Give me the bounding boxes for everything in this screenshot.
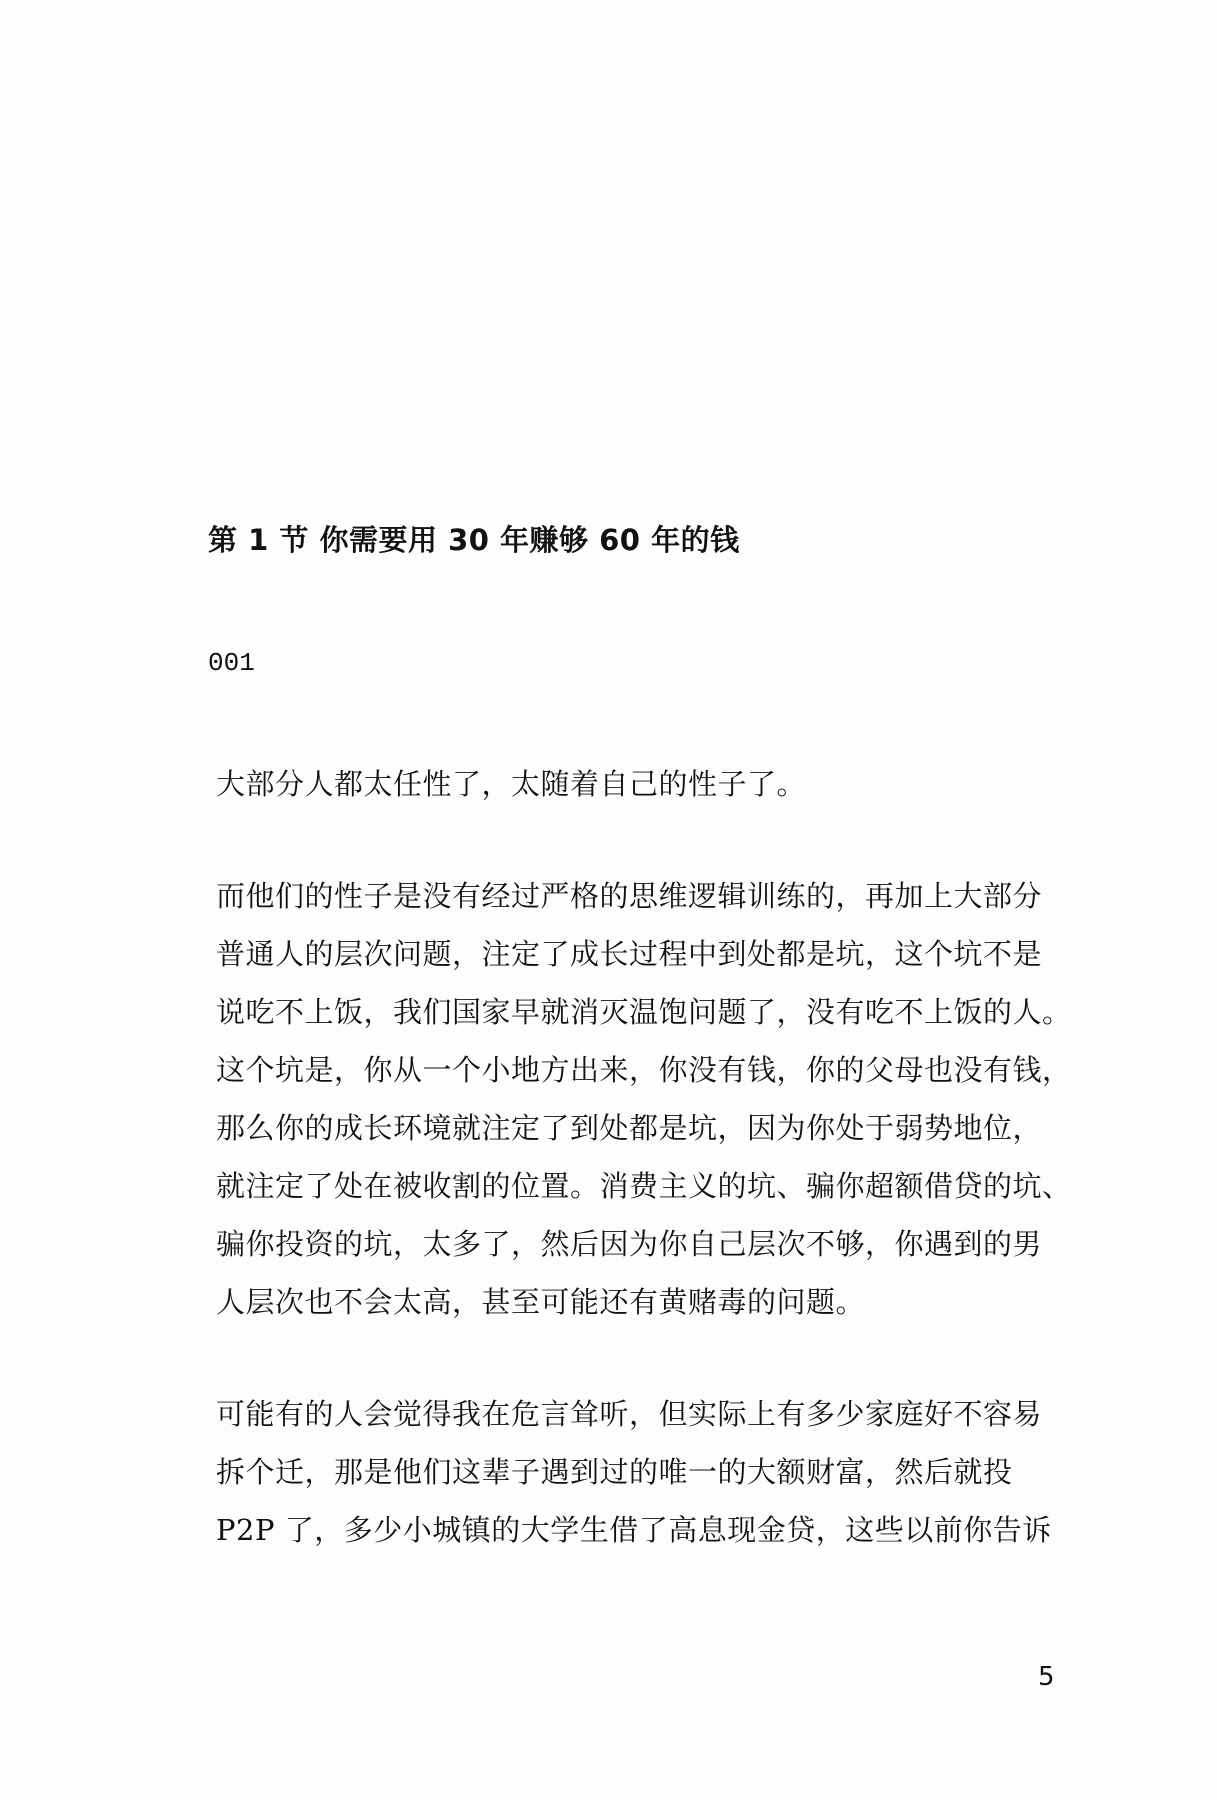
paragraph-2-line-6: 就注定了处在被收割的位置。消费主义的坑、骗你超额借贷的坑、 xyxy=(216,1169,1072,1203)
paragraph-2-line-7: 骗你投资的坑，太多了，然后因为你自己层次不够，你遇到的男 xyxy=(216,1227,1043,1261)
paragraph-2-line-3: 说吃不上饭，我们国家早就消灭温饱问题了，没有吃不上饭的人。 xyxy=(216,995,1072,1029)
section-number: 001 xyxy=(208,648,255,678)
paragraph-2-line-2: 普通人的层次问题，注定了成长过程中到处都是坑，这个坑不是 xyxy=(216,937,1043,971)
paragraph-2-line-5: 那么你的成长环境就注定了到处都是坑，因为你处于弱势地位， xyxy=(216,1111,1043,1145)
paragraph-2-line-4: 这个坑是，你从一个小地方出来，你没有钱，你的父母也没有钱， xyxy=(216,1053,1072,1087)
paragraph-3-line-2: 拆个迁，那是他们这辈子遇到过的唯一的大额财富，然后就投 xyxy=(216,1455,1013,1489)
paragraph-3-line-3: P2P 了，多少小城镇的大学生借了高息现金贷，这些以前你告诉 xyxy=(216,1513,1052,1547)
chapter-section-title: 第 1 节 你需要用 30 年赚够 60 年的钱 xyxy=(208,523,740,557)
paragraph-3-line-1: 可能有的人会觉得我在危言耸听，但实际上有多少家庭好不容易 xyxy=(216,1397,1043,1431)
paragraph-2-line-1: 而他们的性子是没有经过严格的思维逻辑训练的，再加上大部分 xyxy=(216,879,1043,913)
paragraph-2-line-8: 人层次也不会太高，甚至可能还有黄赌毒的问题。 xyxy=(216,1285,866,1319)
page-number: 5 xyxy=(1038,1662,1055,1692)
paragraph-1-line-1: 大部分人都太任性了，太随着自己的性子了。 xyxy=(216,767,807,801)
